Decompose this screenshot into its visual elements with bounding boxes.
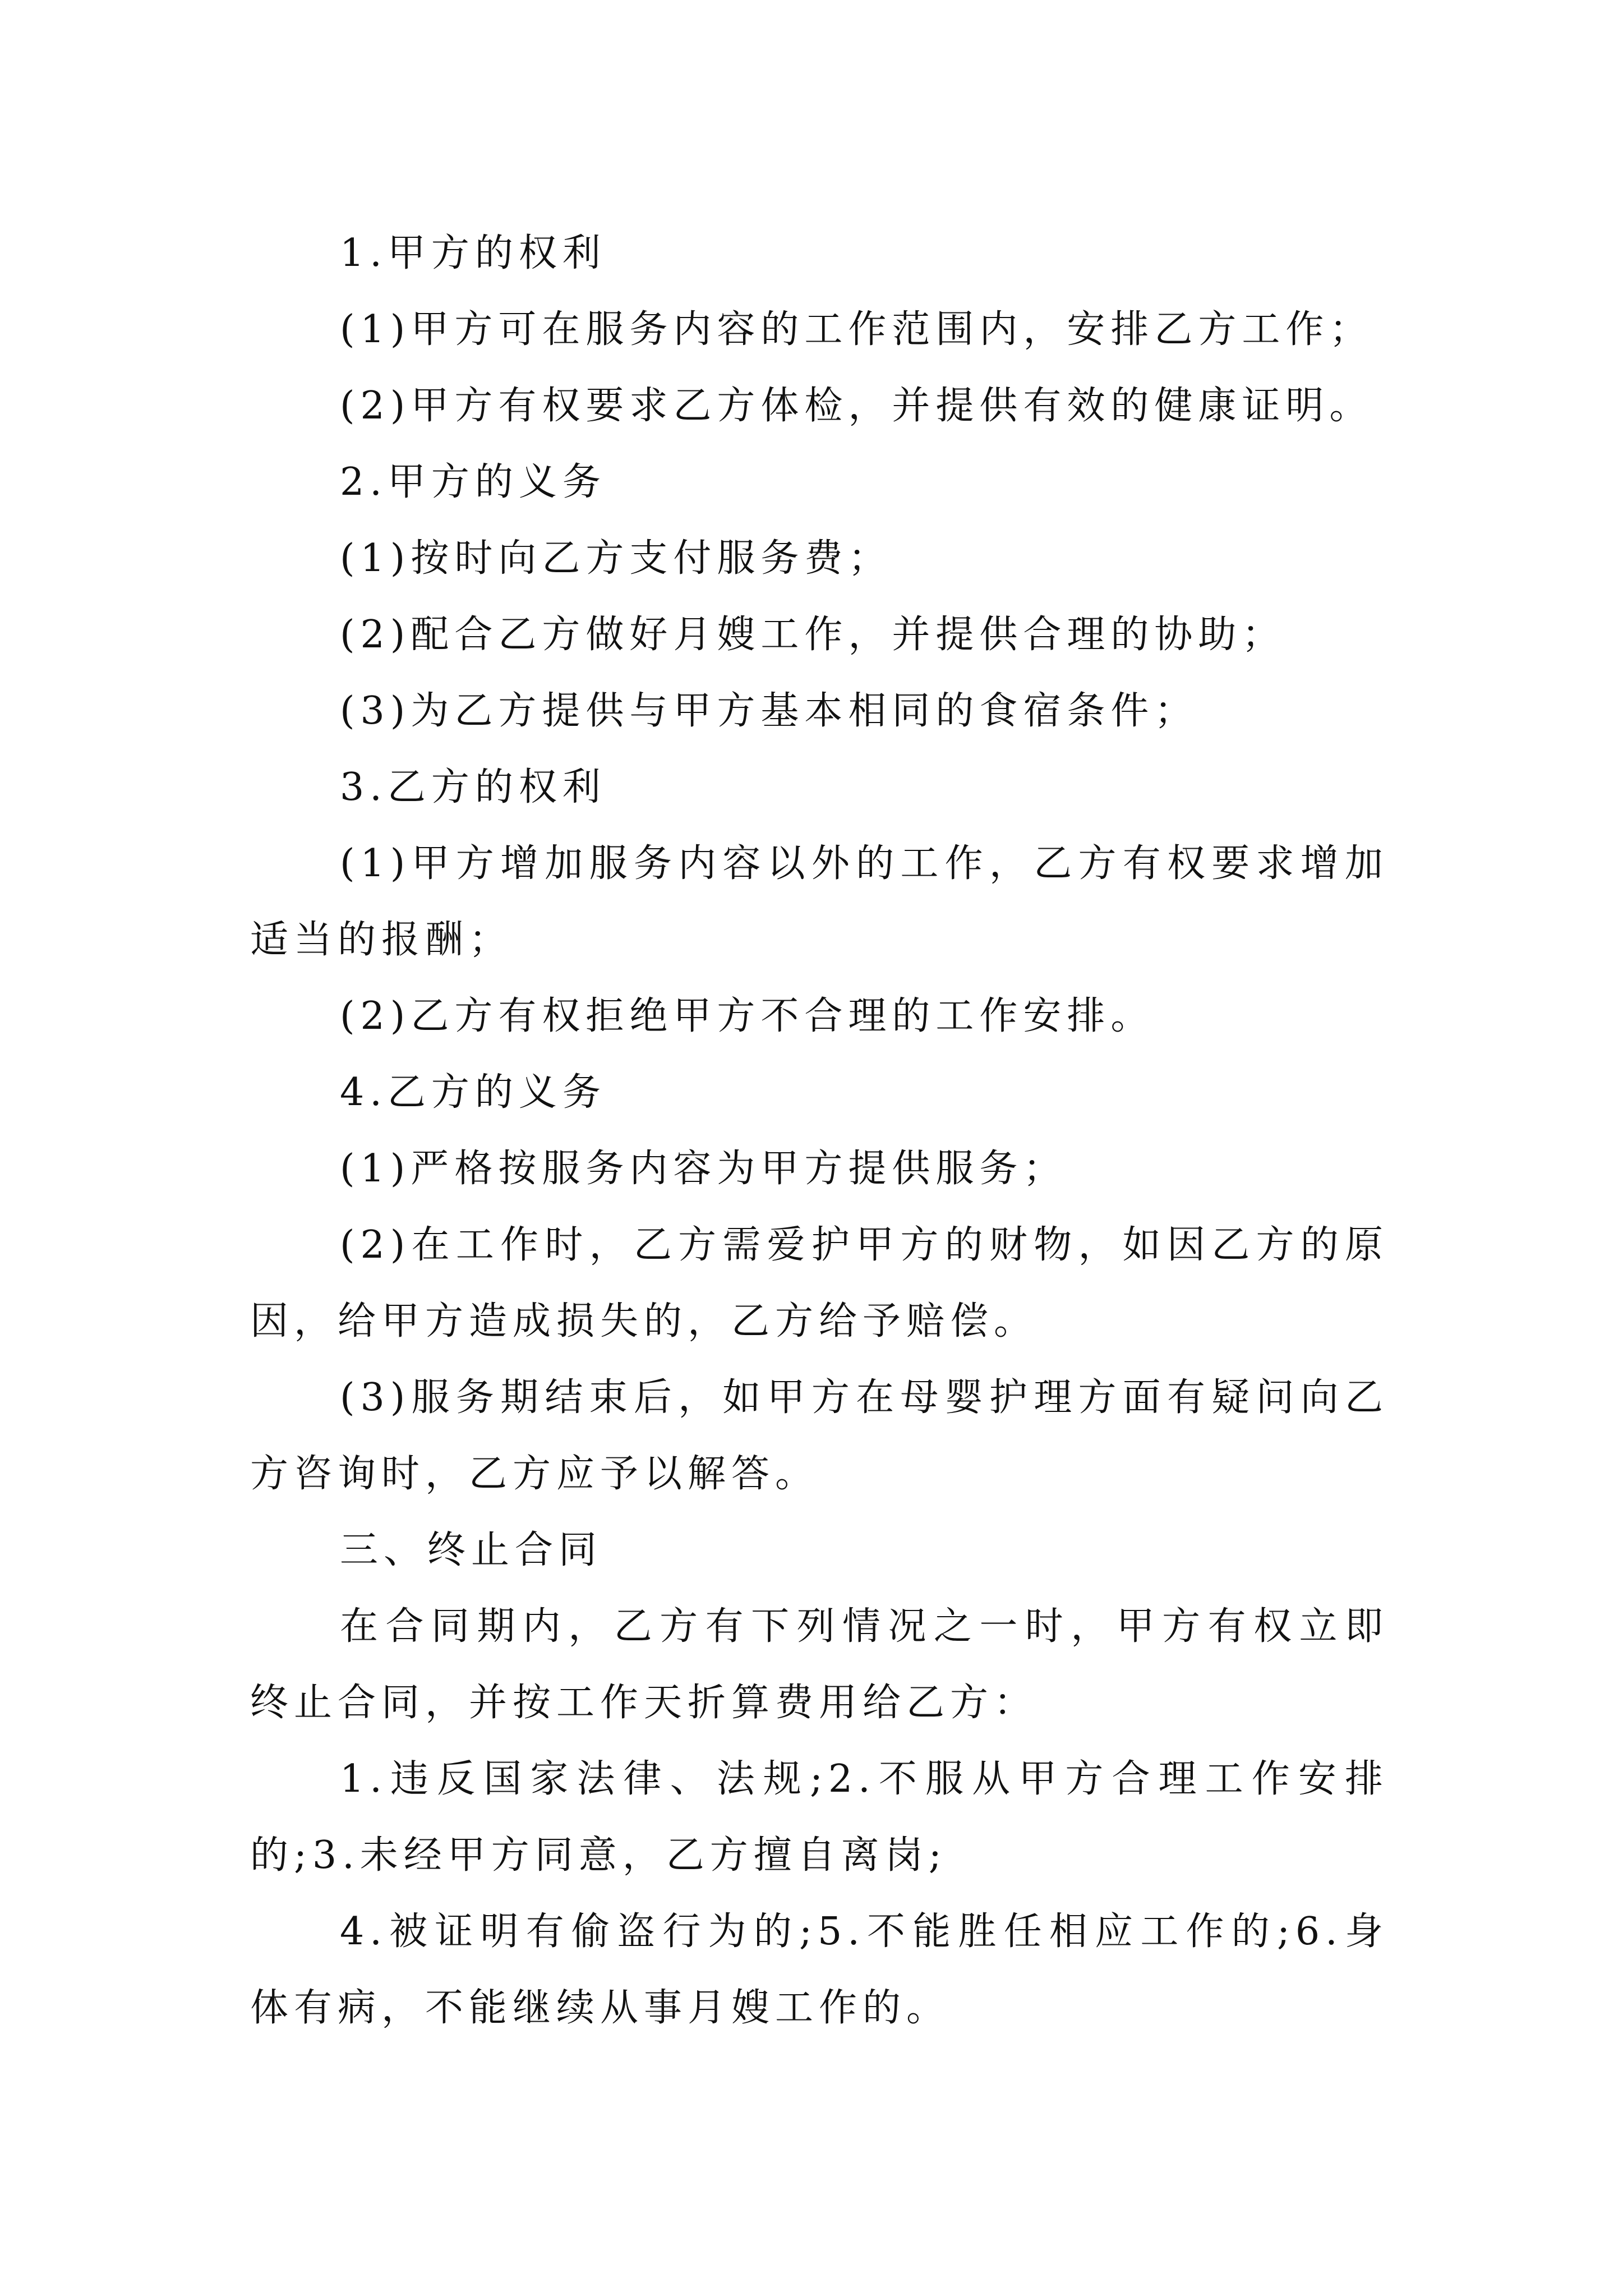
paragraph-10: (2)乙方有权拒绝甲方不合理的工作安排。 [340,994,1155,1038]
paragraph-5: (1)按时向乙方支付服务费； [340,536,892,581]
paragraph-3: (2)甲方有权要求乙方体检，并提供有效的健康证明。 [340,384,1373,428]
paragraph-14: (3)服务期结束后，如甲方在母婴护理方面有疑问向乙方咨询时，乙方应予以解答。 [250,1375,1389,1496]
paragraph-7: (3)为乙方提供与甲方基本相同的食宿条件； [340,689,1198,733]
paragraph-18: 4.被证明有偷盗行为的;5.不能胜任相应工作的;6.身体有病，不能继续从事月嫂工作的。 [250,1910,1389,2030]
paragraph-8: 3.乙方的权利 [340,765,606,809]
paragraph-2: (1)甲方可在服务内容的工作范围内，安排乙方工作； [340,307,1373,352]
paragraph-11: 4.乙方的义务 [340,1070,606,1115]
paragraph-15: 三、终止合同 [340,1528,603,1572]
paragraph-1: 1.甲方的权利 [340,231,606,275]
document-body [250,215,1389,2046]
paragraph-17: 1.违反国家法律、法规;2.不服从甲方合理工作安排的;3.未经甲方同意，乙方擅自离岗; [250,1757,1389,1878]
paragraph-9: (1)甲方增加服务内容以外的工作，乙方有权要求增加适当的报酬； [250,841,1389,962]
paragraph-13: (2)在工作时，乙方需爱护甲方的财物，如因乙方的原因，给甲方造成损失的，乙方给予赔偿。 [250,1223,1389,1343]
paragraph-16: 在合同期内，乙方有下列情况之一时，甲方有权立即终止合同，并按工作天折算费用给乙方： [250,1604,1389,1725]
paragraph-4: 2.甲方的义务 [340,460,606,504]
paragraph-12: (1)严格按服务内容为甲方提供服务； [340,1147,1067,1191]
paragraph-6: (2)配合乙方做好月嫂工作，并提供合理的协助； [340,613,1286,657]
